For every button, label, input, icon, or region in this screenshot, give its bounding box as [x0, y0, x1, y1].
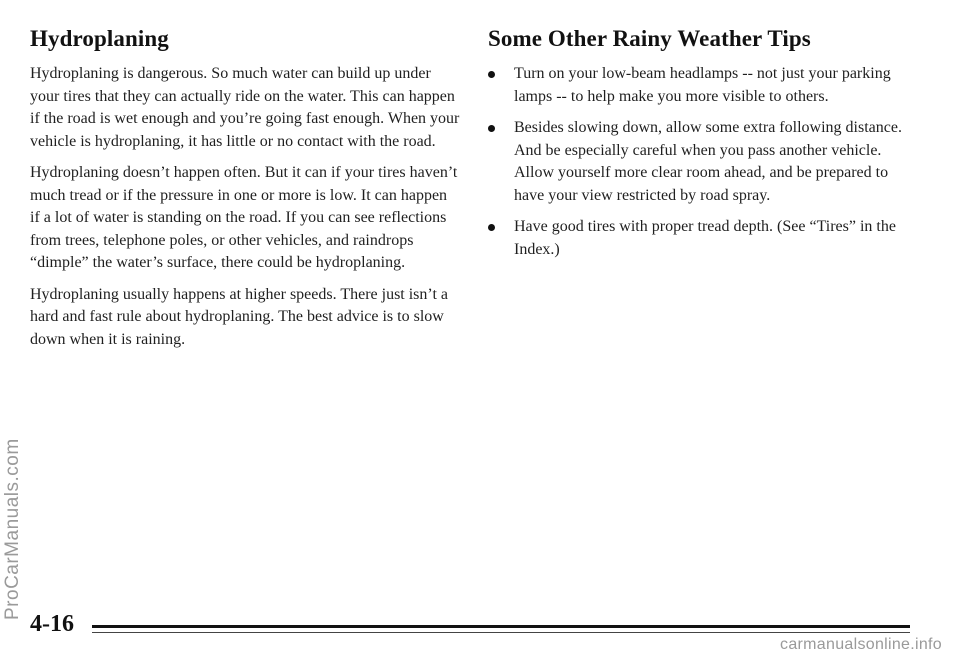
bullet-icon [488, 125, 495, 132]
footer-rule-thick [92, 625, 910, 628]
section-heading-hydroplaning: Hydroplaning [30, 26, 169, 51]
list-item [488, 117, 908, 207]
paragraph-hydroplaning-2: Hydroplaning doesn’t happen often. But it can if your tires haven’t much tread or if the pressure in one or more is low. It can happen if a lot of water is standing on the road. If you can see reflections from trees, telephone poles, or other vehicles, and raindrops “dimple” the water’s surface, there could be hydroplaning. [30, 164, 458, 271]
side-watermark-text: ProCarManuals.com [2, 438, 23, 620]
footer-rule-thin [92, 632, 910, 633]
section-heading-rainy-tips: Some Other Rainy Weather Tips [488, 26, 811, 51]
side-watermark [2, 390, 24, 620]
tip-text: Besides slowing down, allow some extra following distance. And be especially careful when you pass another vehicle. Allow yourself more clear room ahead, and be prepared to have your view restricted by road spray. [514, 119, 902, 204]
page-footer [30, 611, 910, 641]
list-item [488, 63, 908, 108]
hydroplaning-section [30, 26, 460, 360]
page-number: 4-16 [30, 611, 80, 638]
paragraph-hydroplaning-1: Hydroplaning is dangerous. So much water can build up under your tires that they can actually ride on the water. This can happen if the road is wet enough and you’re going fast enough. When your vehicle is hydroplaning, it has little or no contact with the road. [30, 65, 460, 150]
tip-text: Have good tires with proper tread depth. (See “Tires” in the Index.) [514, 218, 896, 258]
bottom-watermark: carmanualsonline.info [780, 636, 942, 653]
tips-list [488, 63, 908, 261]
bullet-icon [488, 71, 495, 78]
rainy-weather-tips-section [488, 26, 908, 270]
bullet-icon [488, 224, 495, 231]
tip-text: Turn on your low-beam headlamps -- not just your parking lamps -- to help make you more visible to others. [514, 65, 891, 105]
paragraph-hydroplaning-3: Hydroplaning usually happens at higher speeds. There just isn’t a hard and fast rule about hydroplaning. The best advice is to slow down when it is raining. [30, 285, 448, 348]
list-item [488, 216, 908, 261]
